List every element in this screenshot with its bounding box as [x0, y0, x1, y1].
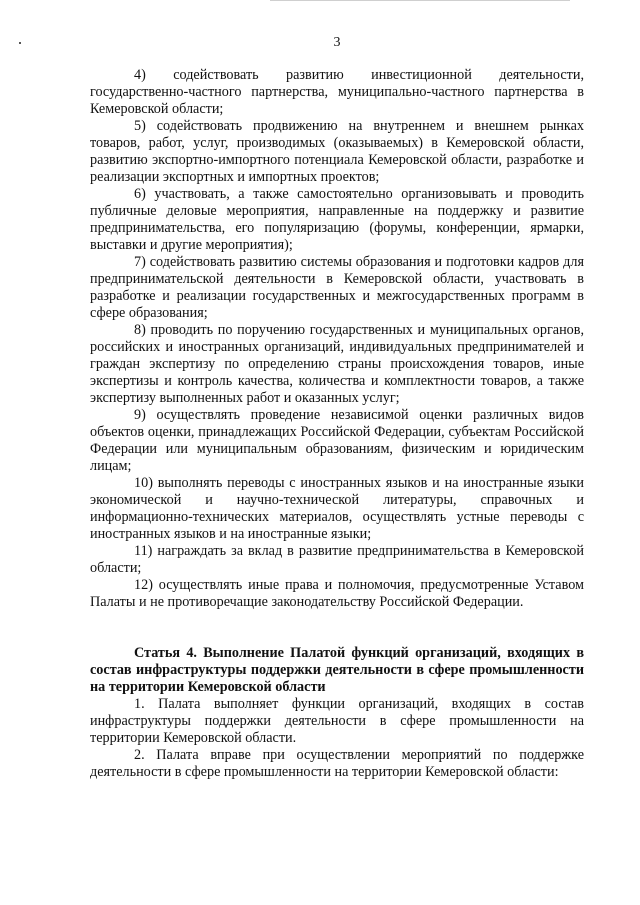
- list-item-12: 12) осуществлять иные права и полномочия, предусмотренные Уставом Палаты и не противоречащие законодательству Российской Федерации.: [90, 577, 584, 610]
- document-page: [90, 0, 584, 905]
- scan-edge-line: [270, 0, 570, 1]
- article-4-heading: Статья 4. Выполнение Палатой функций организаций, входящих в состав инфраструктуры поддержки деятельности в сфере промышленности на территории Кемеровской области: [90, 645, 584, 695]
- article-4-paragraph-2: 2. Палата вправе при осуществлении мероприятий по поддержке деятельности в сфере промышленности на территории Кемеровской области:: [90, 747, 584, 780]
- document-body: [90, 67, 584, 781]
- article-4-paragraph-1: 1. Палата выполняет функции организаций, входящих в состав инфраструктуры поддержки деятельности в сфере промышленности на территории Кемеровской области.: [90, 696, 584, 746]
- list-item-11: 11) награждать за вклад в развитие предпринимательства в Кемеровской области;: [90, 543, 584, 576]
- list-item-4: 4) содействовать развитию инвестиционной деятельности, государственно-частного партнерства, муниципально-частного партнерства в Кемеровской области;: [90, 67, 584, 117]
- list-item-9: 9) осуществлять проведение независимой оценки различных видов объектов оценки, принадлежащих Российской Федерации, субъектам Российской Федерации или муниципальным образованиям, физическим и юридическим лицам;: [90, 407, 584, 474]
- list-item-6: 6) участвовать, а также самостоятельно организовывать и проводить публичные деловые мероприятия, направленные на поддержку и развитие предпринимательства, его популяризацию (форумы, конференции, ярмарки, выставки и другие мероприятия);: [90, 186, 584, 253]
- list-item-5: 5) содействовать продвижению на внутреннем и внешнем рынках товаров, работ, услуг, производимых (оказываемых) в Кемеровской области, развитию экспортно-импортного потенциала Кемеровской области, разработке и реализации экспортных и импортных проектов;: [90, 118, 584, 185]
- page-number: 3: [333, 35, 341, 50]
- list-item-8: 8) проводить по поручению государственных и муниципальных органов, российских и иностранных организаций, индивидуальных предпринимателей и граждан экспертизу по определению страны происхождения товаров, иные экспертизы и контроль качества, количества и комплектности товаров, а также экспертизу выполненных работ и оказанных услуг;: [90, 322, 584, 406]
- list-item-7: 7) содействовать развитию системы образования и подготовки кадров для предпринимательской деятельности в Кемеровской области, участвовать в разработке и реализации государственных и межгосударственных программ в сфере образования;: [90, 254, 584, 321]
- scan-margin-mark: [19, 42, 21, 44]
- list-item-10: 10) выполнять переводы с иностранных языков и на иностранные языки экономической и научно-технической литературы, справочных и информационно-технических материалов, осуществлять устные переводы с иностранных языков и на иностранные языки;: [90, 475, 584, 542]
